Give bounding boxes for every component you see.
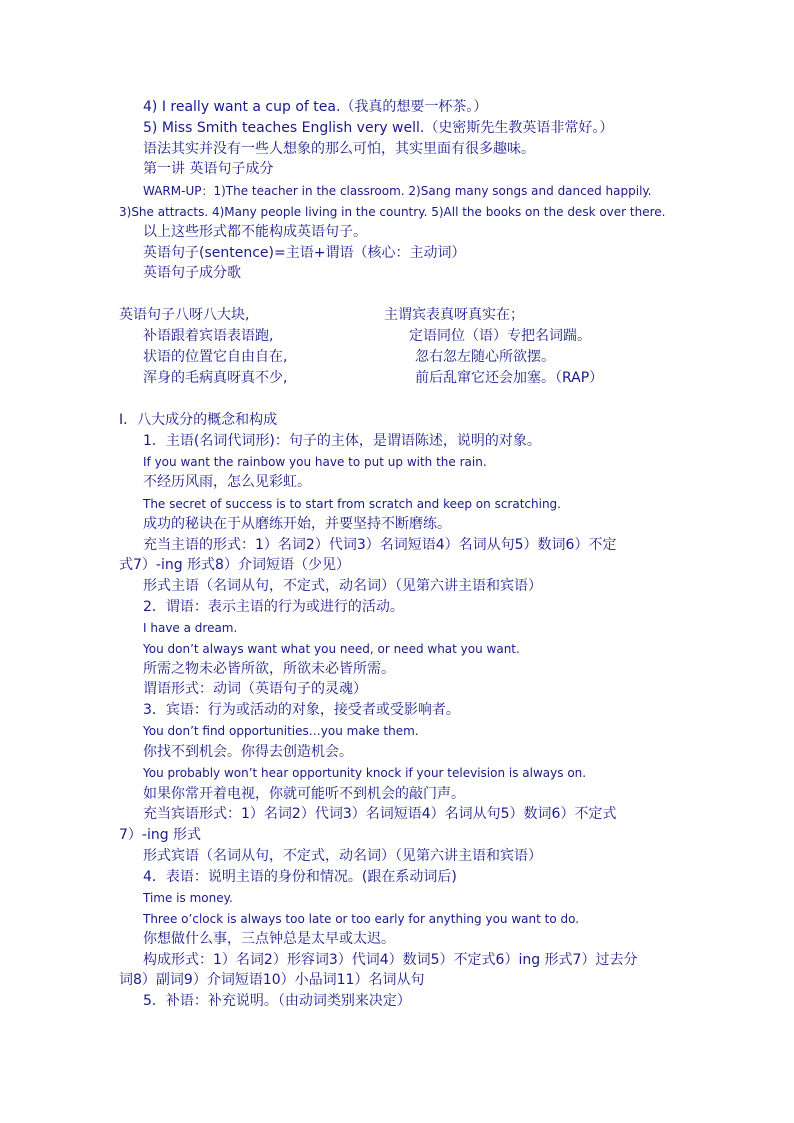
predicative-forms-line-2: 词8）副词9）介词短语10）小品词11）名词从句 — [119, 972, 425, 988]
predicate-example-1-en: I have a dream. — [143, 621, 238, 635]
object-forms-line-1: 充当宾语形式：1）名词2）代词3）名词短语4）名词从句5）数词6）不定式 — [143, 806, 617, 822]
formal-subject: 形式主语（名词从句，不定式，动名词）（见第六讲主语和宾语） — [143, 578, 542, 594]
object-definition: 3．宾语：行为或活动的对象，接受者或受影响者。 — [143, 702, 460, 718]
example-4: 4) I really want a cup of tea.（我真的想要一杯茶。） — [143, 99, 488, 115]
object-forms-line-2: 7）-ing 形式 — [119, 827, 202, 843]
object-example-1-en: You don’t find opportunities…you make them. — [143, 724, 419, 738]
formal-object: 形式宾语（名词从句，不定式，动名词）（见第六讲主语和宾语） — [143, 848, 542, 864]
object-example-2-zh: 如果你常开着电视，你就可能听不到机会的敲门声。 — [143, 786, 465, 802]
warmup-line-2: 3)She attracts. 4)Many people living in the country. 5)All the books on the desk over there. — [119, 205, 666, 219]
subject-forms-line-2: 式7）-ing 形式8）介词短语（少见） — [119, 557, 350, 573]
predicative-definition: 4．表语：说明主语的身份和情况。(跟在系动词后) — [143, 869, 457, 885]
lecture-title: 第一讲 英语句子成分 — [143, 161, 274, 177]
not-sentences-note: 以上这些形式都不能构成英语句子。 — [143, 224, 367, 240]
subject-example-2-en: The secret of success is to start from scratch and keep on scratching. — [143, 497, 561, 511]
predicative-example-2-en: Three o’clock is always too late or too early for anything you want to do. — [143, 912, 580, 926]
object-example-2-en: You probably won’t hear opportunity knock if your television is always on. — [143, 766, 587, 780]
sentence-definition: 英语句子(sentence)=主语+谓语（核心：主动词） — [143, 245, 466, 261]
song-title: 英语句子成分歌 — [143, 265, 241, 281]
predicate-forms: 谓语形式：动词（英语句子的灵魂） — [143, 681, 367, 697]
song-line-4-left: 浑身的毛病真呀真不少, — [143, 370, 288, 386]
predicate-definition: 2．谓语：表示主语的行为或进行的活动。 — [143, 599, 404, 615]
complement-definition: 5．补语：补充说明。（由动词类别来决定） — [143, 993, 411, 1009]
subject-forms-line-1: 充当主语的形式：1）名词2）代词3）名词短语4）名词从句5）数词6）不定 — [143, 537, 617, 553]
song-line-2-left: 补语跟着宾语表语跑, — [143, 328, 274, 344]
song-line-1-right: 主谓宾表真呀真实在； — [384, 307, 524, 323]
predicative-forms-line-1: 构成形式：1）名词2）形容词3）代词4）数词5）不定式6）ing 形式7）过去分 — [143, 952, 638, 968]
grammar-note: 语法其实并没有一些人想象的那么可怕，其实里面有很多趣味。 — [143, 141, 535, 157]
song-line-3-left: 状语的位置它自由自在, — [143, 349, 288, 365]
predicative-example-2-zh: 你想做什么事，三点钟总是太早或太迟。 — [143, 931, 395, 947]
song-line-2-right: 定语同位（语）专把名词踹。 — [409, 328, 591, 344]
predicate-example-2-zh: 所需之物未必皆所欲，所欲未必皆所需。 — [143, 661, 395, 677]
warmup-line-1: WARM-UP：1)The teacher in the classroom. 2)Sang many songs and danced happily. — [143, 184, 652, 198]
section-heading: I．八大成分的概念和构成 — [119, 412, 278, 428]
subject-example-1-en: If you want the rainbow you have to put up with the rain. — [143, 455, 487, 469]
subject-example-1-zh: 不经历风雨，怎么见彩虹。 — [143, 474, 311, 490]
predicative-example-1-en: Time is money. — [143, 891, 233, 905]
object-example-1-zh: 你找不到机会。你得去创造机会。 — [143, 744, 353, 760]
subject-definition: 1．主语(名词代词形)：句子的主体，是谓语陈述，说明的对象。 — [143, 433, 541, 449]
subject-example-2-zh: 成功的秘诀在于从磨练开始，并要坚持不断磨练。 — [143, 516, 451, 532]
example-5: 5) Miss Smith teaches English very well.（史密斯先生教英语非常好。） — [143, 120, 614, 136]
song-line-1-left: 英语句子八呀八大块, — [119, 307, 250, 323]
predicate-example-2-en: You don’t always want what you need, or need what you want. — [143, 642, 520, 656]
song-line-3-right: 忽右忽左随心所欲摆。 — [415, 349, 555, 365]
song-line-4-right: 前后乱窜它还会加塞。（RAP） — [415, 370, 604, 386]
